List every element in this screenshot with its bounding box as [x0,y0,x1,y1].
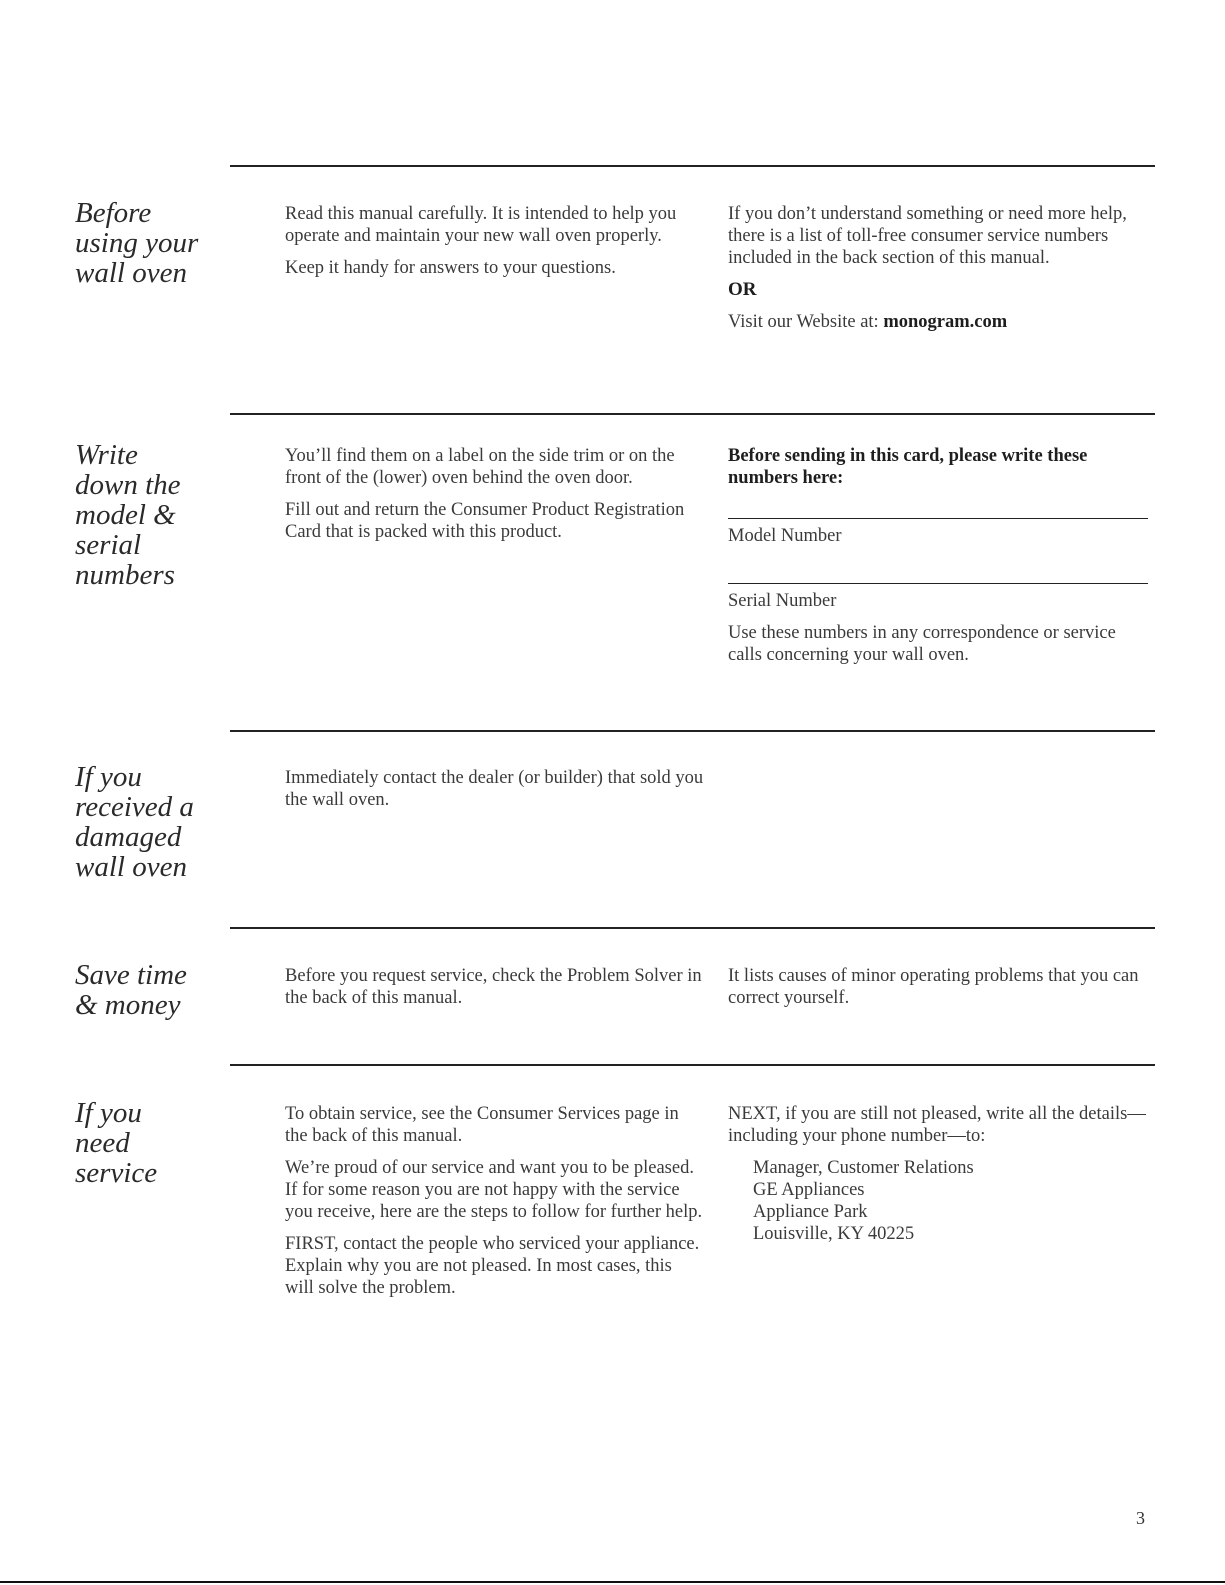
heading-line: serial [75,529,142,561]
paragraph: You’ll find them on a label on the side trim or on the front of the (lower) oven behind the oven door. [285,446,675,488]
heading-line: If you [75,761,142,793]
section-divider [230,413,1155,415]
address-line: Manager, Customer Relations [753,1158,974,1178]
section-heading-need-service [75,1098,235,1188]
serial-number-line[interactable] [728,583,1148,584]
heading-line: received a [75,791,194,823]
paragraph: Read this manual carefully. It is intended to help you operate and maintain your new wall oven properly. [285,204,677,246]
section-divider [230,927,1155,929]
heading-line: down the [75,469,181,501]
paragraph: If you don’t understand something or need more help, there is a list of toll-free consumer service numbers included in the back section of this manual. [728,204,1127,268]
paragraph: Keep it handy for answers to your questions. [285,258,616,278]
section-divider [230,730,1155,732]
website-line [728,311,1148,333]
before-column-1 [285,203,705,289]
heading-line: numbers [75,559,175,591]
damaged-column-1 [285,767,705,821]
paragraph: Use these numbers in any correspondence or service calls concerning your wall oven. [728,623,1116,665]
heading-line: damaged [75,821,182,853]
serial-number-label: Serial Number [728,591,837,611]
or-label: OR [728,279,757,300]
paragraph: FIRST, contact the people who serviced your appliance. Explain why you are not pleased. In most cases, this will solve the problem. [285,1234,700,1298]
save-column-1 [285,965,705,1019]
card-instruction: Before sending in this card, please write these numbers here: [728,446,1088,488]
heading-line: using your [75,227,199,259]
paragraph: Before you request service, check the Problem Solver in the back of this manual. [285,966,702,1008]
heading-line: model & [75,499,176,531]
model-number-line[interactable] [728,518,1148,519]
heading-line: need [75,1127,130,1159]
heading-line: & money [75,989,181,1021]
section-divider [230,165,1155,167]
paragraph: Fill out and return the Consumer Product Registration Card that is packed with this product. [285,500,685,542]
section-heading-save-time [75,960,235,1020]
section-heading-before-using [75,198,235,288]
service-column-2 [728,1103,1148,1245]
section-divider [230,1064,1155,1066]
write-column-2 [728,445,1148,676]
page-number: 3 [1136,1508,1145,1528]
heading-line: wall oven [75,851,187,883]
save-column-2 [728,965,1148,1019]
model-number-label: Model Number [728,526,842,546]
write-column-1 [285,445,705,553]
paragraph: NEXT, if you are still not pleased, write all the details—including your phone number—to: [728,1104,1146,1146]
section-heading-write-down [75,440,235,590]
address-line: Louisville, KY 40225 [753,1224,915,1244]
heading-line: Write [75,439,138,471]
website-prefix: Visit our Website at: [728,312,884,332]
paragraph: It lists causes of minor operating problems that you can correct yourself. [728,966,1139,1008]
heading-line: If you [75,1097,142,1129]
heading-line: wall oven [75,257,187,289]
paragraph: Immediately contact the dealer (or builder) that sold you the wall oven. [285,768,704,810]
service-column-1 [285,1103,705,1309]
heading-line: service [75,1157,158,1189]
heading-line: Save time [75,959,187,991]
section-heading-damaged [75,762,235,882]
paragraph: We’re proud of our service and want you to be pleased. If for some reason you are not happy with the service you receive, here are the steps to follow for further help. [285,1158,703,1222]
address-line: Appliance Park [753,1202,868,1222]
before-column-2 [728,203,1148,343]
paragraph: To obtain service, see the Consumer Services page in the back of this manual. [285,1104,679,1146]
address-line: GE Appliances [753,1180,865,1200]
page-bottom-edge [0,1581,1225,1583]
mailing-address [728,1157,1148,1245]
website-link[interactable]: monogram.com [883,312,1008,332]
heading-line: Before [75,197,152,229]
